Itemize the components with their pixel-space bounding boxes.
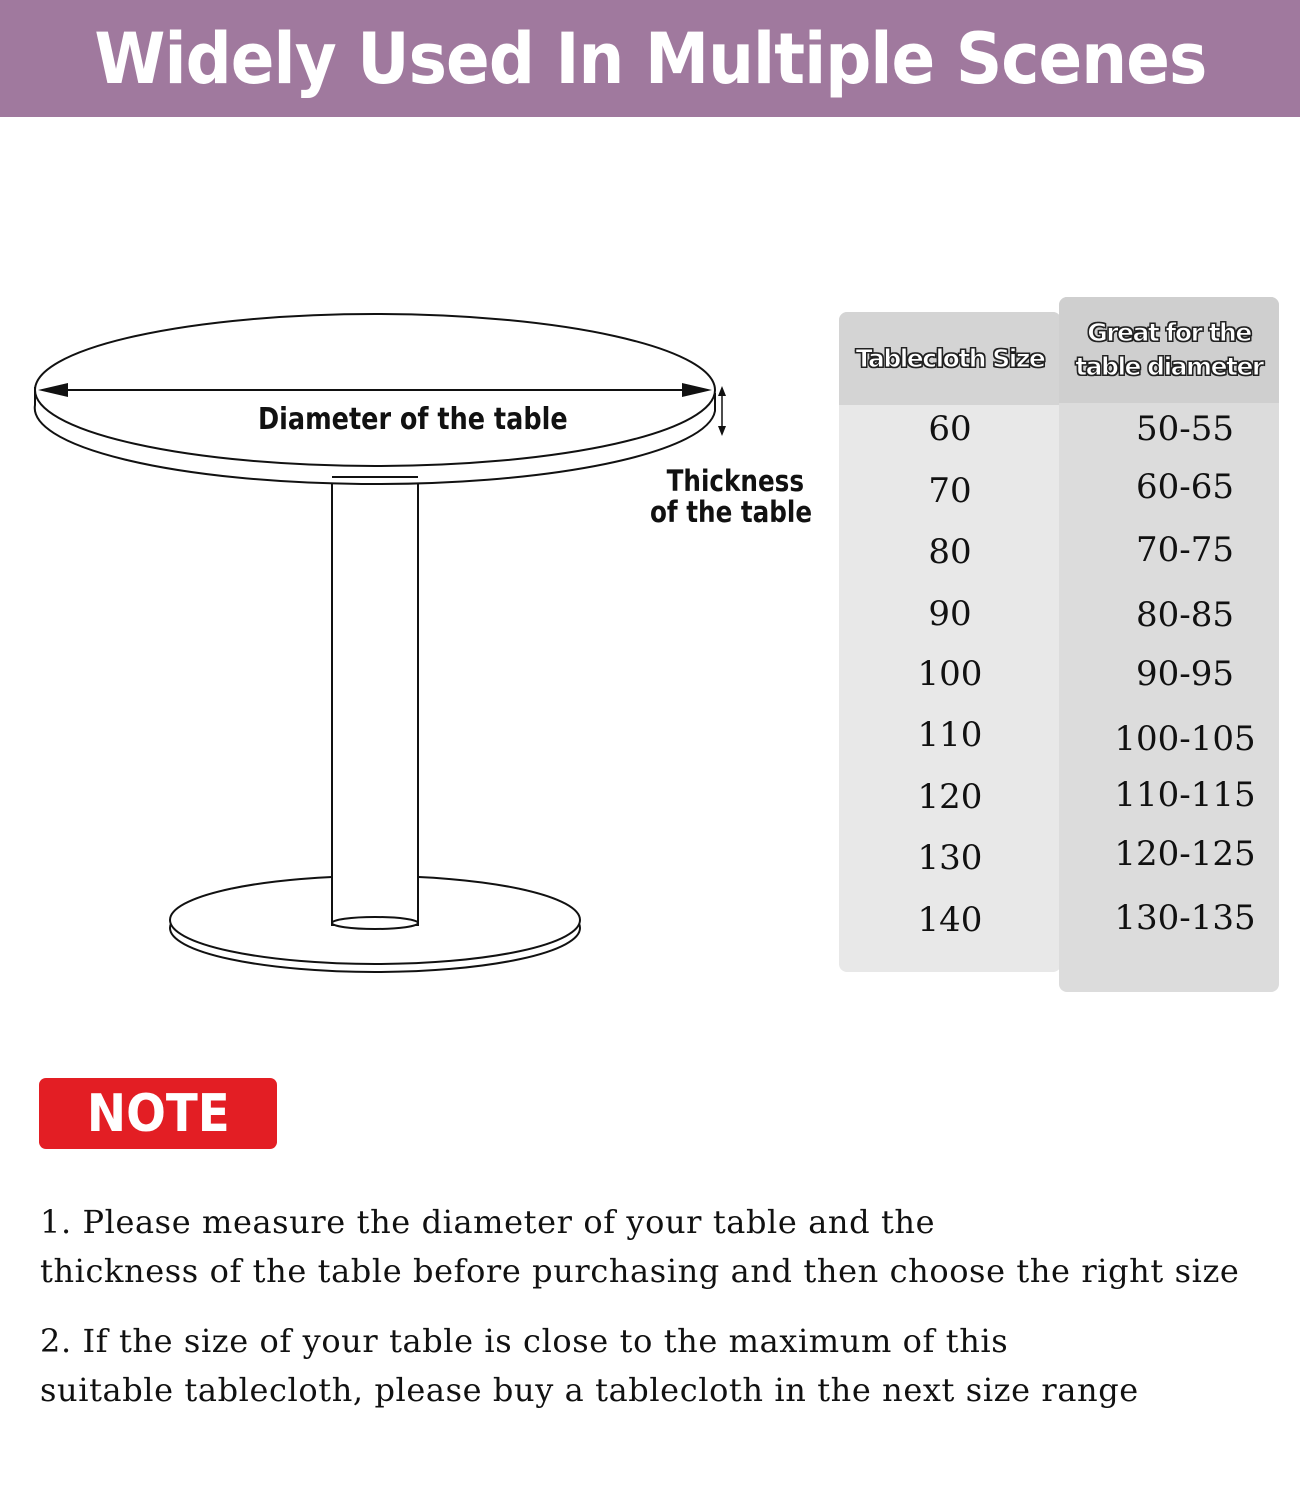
tablecloth-size-cell: 120 <box>917 777 983 817</box>
table-diameter-cell: 130-135 <box>1114 898 1256 938</box>
size-table <box>839 297 1279 992</box>
tablecloth-size-cell: 110 <box>917 715 983 755</box>
table-diagram <box>0 290 820 990</box>
thickness-label-line1: Thickness <box>666 464 805 498</box>
table-diameter-header-line2: table diameter <box>1075 352 1263 381</box>
tablecloth-size-cell: 130 <box>917 838 983 878</box>
thickness-label <box>650 466 812 528</box>
note-1-line-1: 1. Please measure the diameter of your table and the <box>40 1203 936 1241</box>
note-1-line-2: thickness of the table before purchasing and then choose the right size <box>40 1252 1240 1290</box>
table-diameter-cell: 80-85 <box>1135 595 1234 635</box>
tablecloth-size-header <box>839 312 1061 405</box>
table-diameter-cell: 100-105 <box>1114 719 1256 759</box>
diameter-label: Diameter of the table <box>258 402 568 437</box>
round-table-illustration <box>0 290 820 990</box>
note-2-line-2: suitable tablecloth, please buy a tablecloth in the next size range <box>40 1371 1139 1409</box>
tablecloth-size-cell: 90 <box>928 594 972 634</box>
note-badge <box>39 1078 277 1149</box>
tablecloth-size-cell: 140 <box>917 900 983 940</box>
table-diameter-cell: 60-65 <box>1135 467 1234 507</box>
table-diameter-cell: 90-95 <box>1135 654 1234 694</box>
note-badge-text: NOTE <box>86 1083 230 1144</box>
title-banner <box>0 0 1300 117</box>
table-diameter-header <box>1059 297 1279 403</box>
table-diameter-cell: 120-125 <box>1114 834 1256 874</box>
table-diameter-header-line1: Great for the <box>1087 318 1251 347</box>
note-2-line-1: 2. If the size of your table is close to the maximum of this <box>40 1322 1009 1360</box>
tablecloth-size-cell: 60 <box>928 409 972 449</box>
table-diameter-column <box>1059 297 1279 992</box>
tablecloth-size-cell: 70 <box>928 471 972 511</box>
table-diameter-cell: 50-55 <box>1135 409 1234 449</box>
thickness-label-line2: of the table <box>650 495 813 529</box>
page-title: Widely Used In Multiple Scenes <box>93 17 1207 100</box>
tablecloth-size-header-text: Tablecloth Size <box>855 343 1045 373</box>
table-diameter-cell: 110-115 <box>1114 775 1256 815</box>
tablecloth-size-cell: 80 <box>928 532 972 572</box>
table-diameter-cell: 70-75 <box>1135 530 1234 570</box>
tablecloth-size-cell: 100 <box>917 654 983 694</box>
